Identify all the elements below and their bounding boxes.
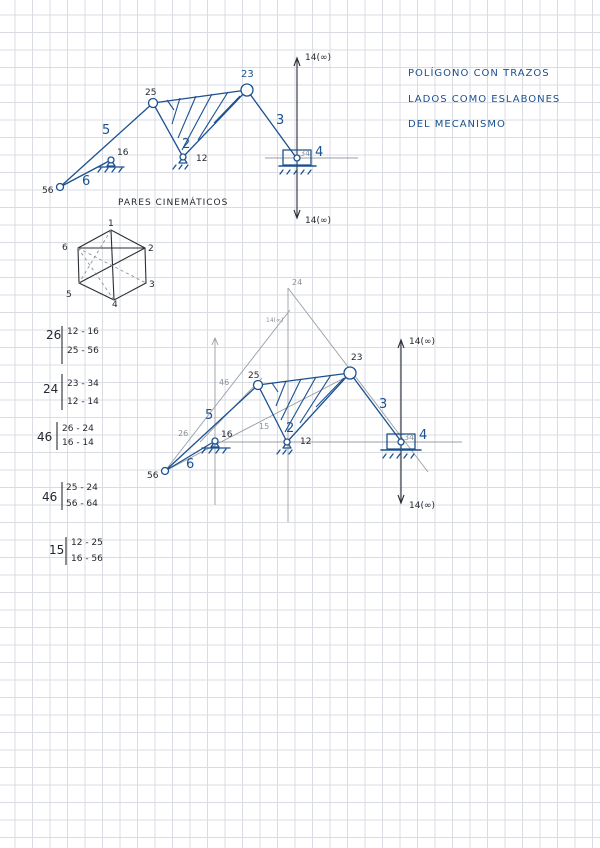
top-caption: PARES CINEMÁTICOS bbox=[118, 198, 229, 208]
bottom-label-joint-12: 12 bbox=[300, 437, 312, 447]
top-link-3 bbox=[247, 90, 295, 156]
top-label-link-2: 2 bbox=[182, 137, 191, 152]
polygon-dashed-6-4 bbox=[78, 248, 114, 300]
top-label-link-3: 3 bbox=[276, 113, 285, 128]
top-label-joint-56: 56 bbox=[42, 186, 54, 196]
bottom-label-joint-23: 23 bbox=[351, 353, 363, 363]
bottom-ground-hatch-12 bbox=[277, 450, 292, 454]
bottom-label-joint-34: 34 bbox=[404, 433, 415, 442]
bottom-pole-24: 24 bbox=[292, 278, 303, 287]
top-ground-hatch-16 bbox=[98, 168, 122, 172]
top-joint-16 bbox=[108, 157, 114, 163]
bottom-link-5 bbox=[165, 385, 258, 471]
equation-15 bbox=[49, 537, 103, 565]
top-joint-56 bbox=[57, 184, 64, 191]
equation-top: 12 - 16 bbox=[67, 327, 99, 337]
note-line-2: LADOS COMO ESLABONES bbox=[408, 94, 561, 105]
polygon-vertex-4: 4 bbox=[112, 300, 118, 310]
equation-pole: 15 bbox=[49, 543, 65, 557]
bottom-link-3 bbox=[350, 373, 400, 440]
equation-bottom: 12 - 14 bbox=[67, 397, 99, 407]
equation-pole: 46 bbox=[37, 430, 53, 444]
bottom-joint-25 bbox=[254, 381, 263, 390]
top-ground-hatch-12 bbox=[173, 165, 188, 169]
bottom-label-link-5: 5 bbox=[205, 408, 214, 423]
equation-24 bbox=[43, 374, 99, 410]
bottom-label-link-4: 4 bbox=[419, 428, 428, 443]
top-label-link-4: 4 bbox=[315, 145, 324, 160]
polygon-vertex-2: 2 bbox=[148, 244, 154, 254]
top-label-joint-16: 16 bbox=[117, 148, 129, 158]
bottom-joint-23 bbox=[344, 367, 356, 379]
equation-bottom: 56 - 64 bbox=[66, 499, 98, 509]
construction-line-5-extended bbox=[165, 310, 290, 471]
polygon-vertex-1: 1 bbox=[108, 219, 114, 229]
top-label-link-5: 5 bbox=[102, 123, 111, 138]
top-slider-ground-hatch bbox=[280, 170, 311, 174]
equation-top: 26 - 24 bbox=[62, 424, 94, 434]
bottom-pole-26: 26 bbox=[178, 429, 189, 438]
bottom-joint-56 bbox=[162, 468, 169, 475]
top-joint-12 bbox=[180, 154, 186, 160]
bottom-label-joint-16: 16 bbox=[221, 430, 233, 440]
bottom-axis-top-label: 14(∞) bbox=[409, 337, 435, 347]
top-mechanism bbox=[42, 53, 358, 226]
top-joint-25 bbox=[149, 99, 158, 108]
top-axis-top-label: 14(∞) bbox=[305, 53, 331, 63]
equation-bottom: 25 - 56 bbox=[67, 346, 99, 356]
top-label-link-6: 6 bbox=[82, 174, 91, 189]
bottom-axis-bottom-label: 14(∞) bbox=[409, 501, 435, 511]
top-link-5 bbox=[60, 103, 153, 187]
equation-bottom: 16 - 56 bbox=[71, 554, 103, 564]
bottom-label-joint-56: 56 bbox=[147, 471, 159, 481]
bottom-pole-15: 15 bbox=[259, 422, 270, 431]
bottom-label-link-3: 3 bbox=[379, 397, 388, 412]
note-line-3: DEL MECANISMO bbox=[408, 119, 506, 130]
equation-46b bbox=[42, 482, 98, 510]
bottom-label-link-6: 6 bbox=[186, 457, 195, 472]
bottom-label-joint-25: 25 bbox=[248, 371, 260, 381]
equation-pole: 24 bbox=[43, 382, 59, 396]
bottom-pole-46: 46 bbox=[219, 378, 230, 387]
polygon-vertex-3: 3 bbox=[149, 280, 155, 290]
note-line-1: POLÍGONO CON TRAZOS bbox=[408, 68, 550, 79]
equation-top: 25 - 24 bbox=[66, 483, 98, 493]
equation-pole: 46 bbox=[42, 490, 58, 504]
top-link-2-hatching bbox=[167, 92, 240, 150]
equation-top: 23 - 34 bbox=[67, 379, 99, 389]
top-label-joint-12: 12 bbox=[196, 154, 208, 164]
note-text bbox=[408, 66, 560, 130]
equation-bottom: 16 - 14 bbox=[62, 438, 94, 448]
equation-top: 12 - 25 bbox=[71, 538, 103, 548]
polygon-vertex-6: 6 bbox=[62, 243, 68, 253]
bottom-joint-16 bbox=[212, 438, 218, 444]
bottom-slider-ground-hatch bbox=[383, 454, 414, 458]
bottom-label-link-2: 2 bbox=[286, 421, 295, 436]
top-label-joint-25: 25 bbox=[145, 88, 157, 98]
bottom-joint-12 bbox=[284, 439, 290, 445]
equation-46a bbox=[37, 422, 94, 450]
polygon-vertex-5: 5 bbox=[66, 290, 72, 300]
top-axis-bottom-label: 14(∞) bbox=[305, 216, 331, 226]
equation-pole: 26 bbox=[46, 328, 62, 342]
bottom-pole-14: 14(∞) bbox=[266, 317, 284, 324]
top-joint-23 bbox=[241, 84, 253, 96]
pole-equations bbox=[37, 326, 103, 565]
kennedy-polygon bbox=[62, 219, 155, 310]
equation-26 bbox=[46, 326, 99, 364]
bottom-mechanism bbox=[147, 278, 462, 522]
top-label-joint-23: 23 bbox=[241, 69, 254, 80]
top-label-joint-34: 34 bbox=[300, 149, 311, 158]
